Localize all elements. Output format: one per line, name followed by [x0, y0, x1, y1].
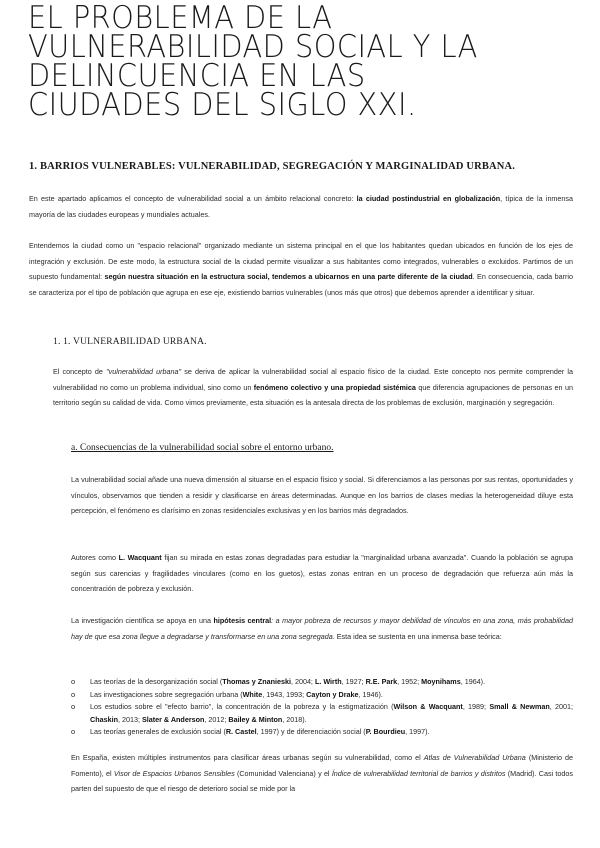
bold-run: fenómeno colectivo y una propiedad sistémica — [253, 382, 416, 392]
bold-run: R.E. Park — [365, 677, 398, 686]
text-run: Las teorías generales de exclusión social ( — [90, 727, 226, 736]
bold-run: la ciudad postindustrial en globalización — [356, 194, 501, 203]
text-run: fijan su mirada en estas zonas degradadas para estudiar la "marginalidad urbana avanzada". Cuando la población se agrupa según sus carencias y fragilidades vinculares (como en los guetos), estas zonas entran en un proceso de degradación que refuerza aún más la concentración de pobreza y exclusión. — [71, 553, 573, 593]
bold-run: Bailey & Minton — [228, 714, 283, 724]
text-run: , 1997). — [405, 727, 430, 736]
section-a-paragraph-4 — [71, 750, 573, 797]
text-run: (Ministerio de Fomento), el — [71, 753, 573, 778]
title-line-4: CIUDADES DEL SIGLO XXI. — [28, 87, 417, 123]
section-a-paragraph-1: La vulnerabilidad social añade una nueva dimensión al situarse en el espacio físico y social. Si diferenciamos a las personas por sus rentas, oportunidades y vínculos, observamos que tienden a residir y clasificarse en áreas determinadas. Aunque en los barrios de clases medias la heterogeneidad diluye esta percepción, el fenómeno es clarísimo en zonas residenciales exclusivas y en los barrios más degradados. — [71, 475, 573, 515]
italic-run: : a mayor pobreza de recursos y mayor debilidad de vínculos en una zona, más probabilidad hay de que esa zona llegue a degradarse y transformarse en una zona segregada — [71, 616, 573, 641]
bold-run: Wilson & Wacquant — [393, 702, 463, 711]
section-1-1-paragraph — [53, 364, 573, 411]
bold-run: Small & Newman — [489, 702, 550, 711]
bold-run: Moynihams — [421, 677, 461, 686]
text-run: En este apartado aplicamos el concepto de vulnerabilidad social a un ámbito relacional concreto: — [29, 194, 357, 203]
text-run: Entendemos la ciudad como un "espacio relacional" organizado mediante un sistema principal en el que los habitantes quedan ubicados en función de los ejes de integración y exclusión. De este modo, la estructura social de la ciudad permite visualizar a sus habitantes como integrados, vulnerables o excluidos. Partimos de un supuesto fundamental: — [29, 241, 573, 281]
text-run: , 2012; — [204, 714, 229, 724]
bold-run: L. Wirth — [314, 677, 342, 686]
text-run: , 1946). — [358, 689, 383, 699]
bold-run: White — [242, 689, 263, 699]
section-1-paragraph-2 — [29, 238, 573, 300]
section-a-paragraph-3 — [71, 613, 573, 644]
title-line-2: VULNERABILIDAD SOCIAL Y LA — [28, 29, 478, 65]
bullet-circle-icon: o — [71, 689, 76, 699]
theory-list — [71, 676, 573, 739]
italic-run: "vulnerabilidad urbana" — [106, 367, 182, 376]
text-run: , típica de la inmensa mayoría de las ciudades europeas y mundiales actuales. — [29, 194, 574, 219]
list-item — [71, 689, 573, 702]
bold-run: hipótesis central — [213, 616, 272, 625]
section-1-paragraph-1 — [29, 191, 573, 222]
text-run: En España, existen múltiples instrumentos para clasificar áreas urbanas según su vulnerabilidad, como el — [71, 753, 424, 762]
title-line-1: EL PROBLEMA DE LA — [28, 0, 333, 36]
text-run: , 2013; — [117, 714, 142, 724]
bold-run: P. Bourdieu — [365, 727, 406, 736]
bold-run: según nuestra situación en la estructura social, tendemos a ubicarnos en una parte diferente de la ciudad — [104, 272, 473, 281]
text-run: El concepto de — [53, 367, 107, 376]
text-run: . En consecuencia, cada barrio se caracteriza por el tipo de población que agrupa en ese eje, existiendo barrios vulnerables (unos más que otros) que debemos aprender a identificar y situar. — [29, 272, 573, 297]
text-run: , 2004; — [290, 677, 315, 686]
list-item — [71, 701, 573, 726]
text-run: Los estudios sobre el "efecto barrio", la concentración de la pobreza y la estigmatización ( — [90, 702, 394, 711]
text-run: , 2018). — [282, 714, 307, 724]
text-run: , 2001; — [549, 702, 573, 711]
document-title — [28, 0, 549, 123]
text-run: , 1964). — [460, 677, 486, 686]
text-run: , 1943, 1993; — [262, 689, 307, 699]
text-run: , 1952; — [397, 677, 422, 686]
bold-run: Cayton y Drake — [306, 689, 359, 699]
text-run: Autores como — [71, 553, 119, 562]
italic-run: Índice de vulnerabilidad territorial de barrios y distritos — [331, 768, 506, 778]
bold-run: Thomas y Znanieski — [222, 677, 291, 686]
text-run: , 1927; — [341, 677, 366, 686]
text-run: (Comunidad Valenciana) y el — [234, 768, 332, 778]
section-a-paragraph-2 — [71, 550, 573, 597]
bold-run: Slater & Anderson — [141, 714, 205, 724]
text-run: La investigación científica se apoya en una — [71, 616, 214, 625]
list-item — [71, 676, 573, 689]
text-run: . Esta idea se sustenta en una inmensa base teórica: — [332, 631, 502, 641]
bold-run: R. Castel — [225, 727, 257, 736]
list-item — [71, 726, 573, 739]
text-run: Las investigaciones sobre segregación urbana ( — [90, 689, 243, 699]
bold-run: L. Wacquant — [118, 553, 162, 562]
bold-run: Chaskin — [90, 714, 118, 724]
text-run: , 1989; — [462, 702, 490, 711]
section-a-heading: a. Consecuencias de la vulnerabilidad social sobre el entorno urbano. — [71, 443, 334, 453]
text-run: (Madrid). Casi todos parten del supuesto de que el riesgo de deterioro social se mide por la — [71, 768, 573, 793]
text-run: Las teorías de la desorganización social ( — [90, 677, 223, 686]
text-run: se deriva de aplicar la vulnerabilidad social al espacio físico de la ciudad. Este concepto nos permite comprender la vulnerabilidad no como un problema individual, sino como un — [53, 367, 573, 392]
bullet-circle-icon: o — [71, 677, 76, 686]
text-run: que diferencia agrupaciones de personas en un territorio según su calidad de vida. Como vimos previamente, esta situación es la antesala directa de los problemas de exclusión, marginación y segregación. — [53, 382, 574, 407]
title-line-3: DELINCUENCIA EN LAS — [28, 58, 366, 94]
bullet-circle-icon: o — [71, 727, 76, 736]
section-1-1-heading: 1. 1. VULNERABILIDAD URBANA. — [53, 337, 207, 347]
section-1-heading: 1. BARRIOS VULNERABLES: VULNERABILIDAD, SEGREGACIÓN Y MARGINALIDAD URBANA. — [29, 161, 515, 172]
text-run: , 1997) y de diferenciación social ( — [256, 727, 366, 736]
italic-run: Atlas de Vulnerabilidad Urbana — [423, 753, 526, 762]
bullet-circle-icon: o — [71, 702, 76, 711]
italic-run: Visor de Espacios Urbanos Sensibles — [113, 768, 235, 778]
